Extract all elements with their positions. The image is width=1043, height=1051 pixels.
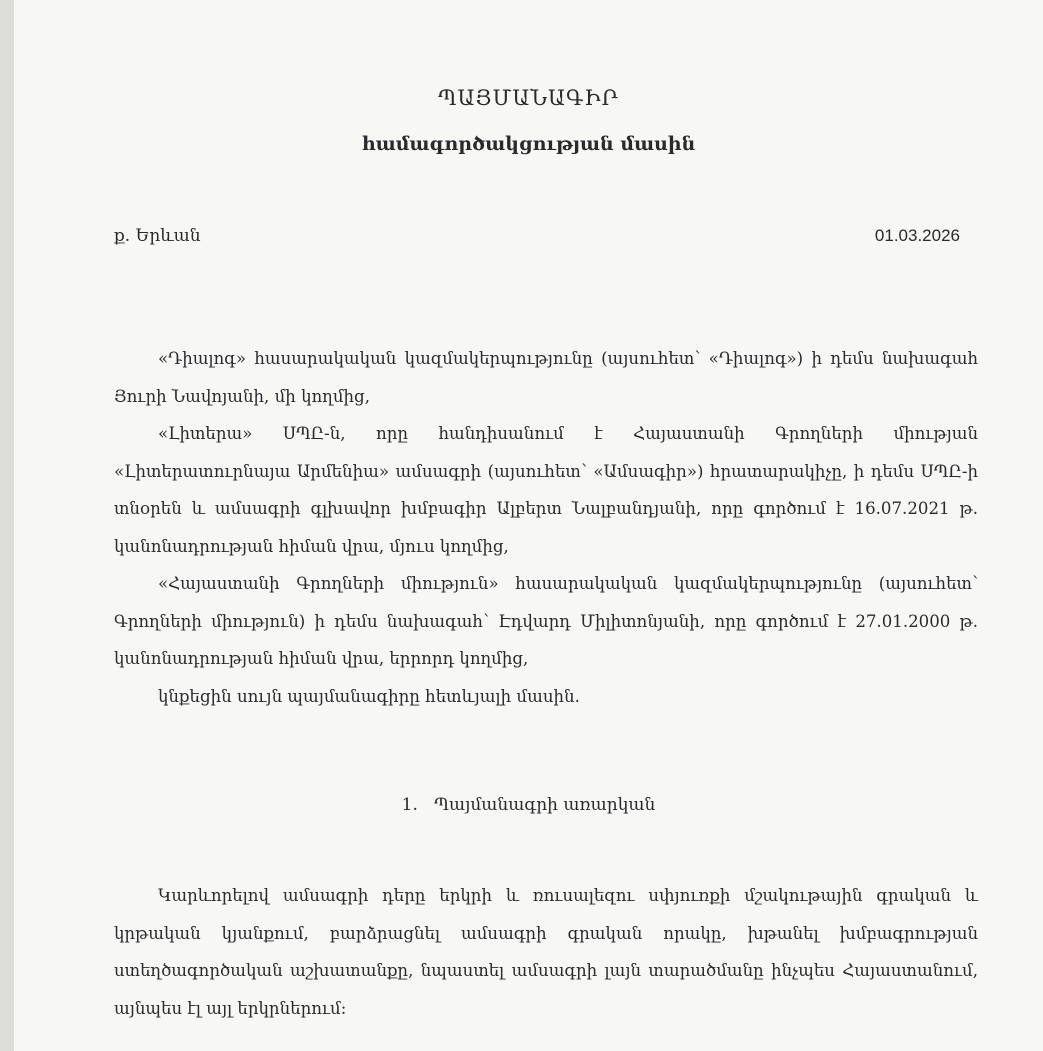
document-date: 01.03.2026 <box>874 226 960 245</box>
section-number: 1. <box>401 795 418 815</box>
paragraph-party-2: «Լիտերա» ՍՊԸ-ն, որը հանդիսանում է Հայաստանի Գրողների միության «Լիտերատուրնայա Արմենիա» ամսագրի (այսուհետ՝ «Ամսագիր») հրատարակիչը, ի դեմս ՍՊԸ-ի տնօրեն և ամսագրի գլխավոր խմբագիր Ալբերտ Նալբանդյանի, որը գործում է 16.07.2021 թ. կանոնադրության հիման վրա, մյուս կողմից, <box>114 424 978 556</box>
section-heading <box>14 795 1043 815</box>
document-title: ՊԱՅՄԱՆԱԳԻՐ <box>438 86 619 110</box>
section-paragraph: Կարևորելով ամսագրի դերը երկրի և ռուսալեզու սփյուռքի մշակութային գրական և կրթական կյանքում, բարձրացնել ամսագրի գրական որակը, խթանել խմբագրության ստեղծագործական աշխատանքը, նպաստել ամսագրի լայն տարածմանը ինչպես Հայաստանում, այնպես էլ այլ երկրներում: <box>114 886 978 1018</box>
preamble <box>114 340 978 715</box>
section-title: Պայմանագրի առարկան <box>434 795 656 815</box>
paragraph-party-3: «Հայաստանի Գրողների միություն» հասարակական կազմակերպությունը (այսուհետ՝ Գրողների միություն) ի դեմս նախագահ՝ Էդվարդ Միլիտոնյանի, որը գործում է 27.01.2000 թ. կանոնադրության հիման վրա, երրորդ կողմից, <box>114 574 978 668</box>
document-subtitle: համագործակցության մասին <box>361 133 696 155</box>
document-place: ք. Երևան <box>114 226 201 246</box>
section-body <box>114 877 978 1027</box>
paragraph-conclusion: կնքեցին սույն պայմանագիրը հետևյալի մասին. <box>158 686 580 706</box>
paragraph-party-1: «Դիալոգ» հասարակական կազմակերպությունը (այսուհետ՝ «Դիալոգ») ի դեմս նախագահ Յուրի Նավոյանի, մի կողմից, <box>114 349 978 406</box>
